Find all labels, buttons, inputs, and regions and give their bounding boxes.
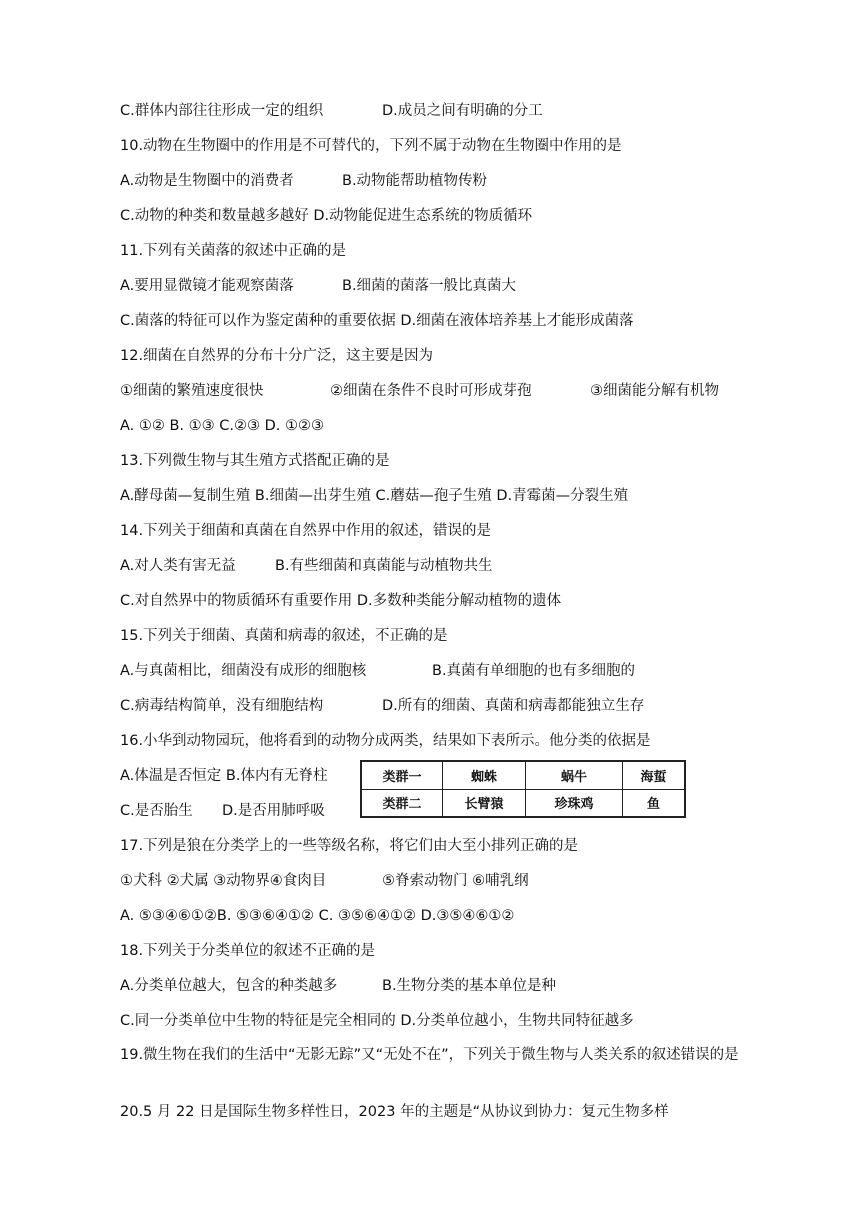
table-cell: 长臂猿 bbox=[443, 789, 526, 817]
question-text: 13.下列微生物与其生殖方式搭配正确的是 bbox=[120, 453, 390, 469]
q13-options bbox=[120, 486, 628, 506]
option-b: B.细菌的菌落一般比真菌大 bbox=[342, 278, 517, 294]
table-row bbox=[361, 789, 685, 817]
question-text: 20.5 月 22 日是国际生物多样性日，2023 年的主题是“从协议到协力：复元生物多样 bbox=[120, 1104, 669, 1120]
q14-options-ab bbox=[120, 556, 493, 576]
q16-options-ab bbox=[120, 766, 327, 786]
option-b: B.真菌有单细胞的也有多细胞的 bbox=[432, 663, 636, 679]
q11-stem bbox=[120, 241, 346, 261]
option-d: D.所有的细菌、真菌和病毒都能独立生存 bbox=[382, 698, 645, 714]
question-text: 17.下列是狼在分类学上的一些等级名称，将它们由大至小排列正确的是 bbox=[120, 838, 579, 854]
q12-options bbox=[120, 416, 324, 436]
option-a: A.动物是生物圈中的消费者 bbox=[120, 173, 294, 189]
q17-items bbox=[120, 871, 529, 891]
q20-stem bbox=[120, 1102, 669, 1122]
animal-classification-table bbox=[360, 760, 686, 818]
items-part-2: ⑤脊索动物门 ⑥哺乳纲 bbox=[382, 873, 529, 889]
option-a: A.与真菌相比，细菌没有成形的细胞核 bbox=[120, 663, 367, 679]
question-text: 14.下列关于细菌和真菌在自然界中作用的叙述，错误的是 bbox=[120, 523, 492, 539]
statement-3: ③细菌能分解有机物 bbox=[590, 383, 719, 399]
q15-stem bbox=[120, 626, 448, 646]
option-a: A.对人类有害无益 bbox=[120, 558, 236, 574]
q11-options-cd bbox=[120, 311, 634, 331]
option-c: C.病毒结构简单，没有细胞结构 bbox=[120, 698, 324, 714]
q12-stem bbox=[120, 346, 433, 366]
q9-options-cd bbox=[120, 101, 543, 121]
q14-options-cd bbox=[120, 591, 561, 611]
q13-stem bbox=[120, 451, 390, 471]
options-text: C.同一分类单位中生物的特征是完全相同的 D.分类单位越小，生物共同特征越多 bbox=[120, 1013, 634, 1029]
option-a: A.要用显微镜才能观察菌落 bbox=[120, 278, 294, 294]
options-text: A.体温是否恒定 B.体内有无脊柱 bbox=[120, 768, 328, 784]
table-cell: 珍珠鸡 bbox=[526, 789, 623, 817]
q17-stem bbox=[120, 836, 578, 856]
options-text: A. ⑤③④⑥①②B. ⑤③⑥④①② C. ③⑤⑥④①② D.③⑤④⑥①② bbox=[120, 908, 515, 924]
option-b: B.有些细菌和真菌能与动植物共生 bbox=[275, 558, 493, 574]
option-b: B.生物分类的基本单位是种 bbox=[382, 978, 557, 994]
q18-options-cd bbox=[120, 1011, 634, 1031]
question-text: 18.下列关于分类单位的叙述不正确的是 bbox=[120, 943, 376, 959]
q15-options-cd bbox=[120, 696, 645, 716]
option-d: D.成员之间有明确的分工 bbox=[382, 103, 543, 119]
items-part-1: ①犬科 ②犬属 ③动物界④食肉目 bbox=[120, 873, 327, 889]
q12-statements bbox=[120, 381, 719, 401]
q16-stem bbox=[120, 731, 651, 751]
table-cell: 类群一 bbox=[361, 761, 443, 789]
table-cell: 类群二 bbox=[361, 789, 443, 817]
options-text: C.对自然界中的物质循环有重要作用 D.多数种类能分解动植物的遗体 bbox=[120, 593, 562, 609]
q18-stem bbox=[120, 941, 375, 961]
q10-options-cd bbox=[120, 206, 532, 226]
question-text: 10.动物在生物圈中的作用是不可替代的，下列不属于动物在生物圈中作用的是 bbox=[120, 138, 622, 154]
option-b: B.动物能帮助植物传粉 bbox=[342, 173, 488, 189]
question-text: 12.细菌在自然界的分布十分广泛，这主要是因为 bbox=[120, 348, 434, 364]
q10-options-ab bbox=[120, 171, 488, 191]
q16-options-cd bbox=[120, 801, 325, 821]
question-text: 16.小华到动物园玩，他将看到的动物分成两类，结果如下表所示。他分类的依据是 bbox=[120, 733, 651, 749]
q10-stem bbox=[120, 136, 622, 156]
question-text: 15.下列关于细菌、真菌和病毒的叙述，不正确的是 bbox=[120, 628, 448, 644]
table-cell: 鱼 bbox=[623, 789, 686, 817]
q14-stem bbox=[120, 521, 491, 541]
options-text: A.酵母菌—复制生殖 B.细菌—出芽生殖 C.蘑菇—孢子生殖 D.青霉菌—分裂生殖 bbox=[120, 488, 629, 504]
options-text: A. ①② B. ①③ C.②③ D. ①②③ bbox=[120, 418, 324, 434]
q11-options-ab bbox=[120, 276, 517, 296]
option-c: C.群体内部往往形成一定的组织 bbox=[120, 103, 324, 119]
q17-options bbox=[120, 906, 514, 926]
option-a: A.分类单位越大，包含的种类越多 bbox=[120, 978, 338, 994]
q15-options-ab bbox=[120, 661, 636, 681]
q18-options-ab bbox=[120, 976, 557, 996]
table-cell: 海蜇 bbox=[623, 761, 686, 789]
statement-1: ①细菌的繁殖速度很快 bbox=[120, 383, 264, 399]
question-text: 11.下列有关菌落的叙述中正确的是 bbox=[120, 243, 347, 259]
option-d: D.是否用肺呼吸 bbox=[222, 803, 325, 819]
question-text: 19.微生物在我们的生活中“无影无踪”又“无处不在”，下列关于微生物与人类关系的叙述错误的是 bbox=[120, 1047, 739, 1063]
options-text: C.菌落的特征可以作为鉴定菌种的重要依据 D.细菌在液体培养基上才能形成菌落 bbox=[120, 313, 634, 329]
table-cell: 蜗牛 bbox=[526, 761, 623, 789]
option-c: C.是否胎生 bbox=[120, 803, 193, 819]
q19-stem bbox=[120, 1045, 740, 1066]
table-row bbox=[361, 761, 685, 789]
options-text: C.动物的种类和数量越多越好 D.动物能促进生态系统的物质循环 bbox=[120, 208, 533, 224]
statement-2: ②细菌在条件不良时可形成芽孢 bbox=[330, 383, 532, 399]
table-cell: 蜘蛛 bbox=[443, 761, 526, 789]
